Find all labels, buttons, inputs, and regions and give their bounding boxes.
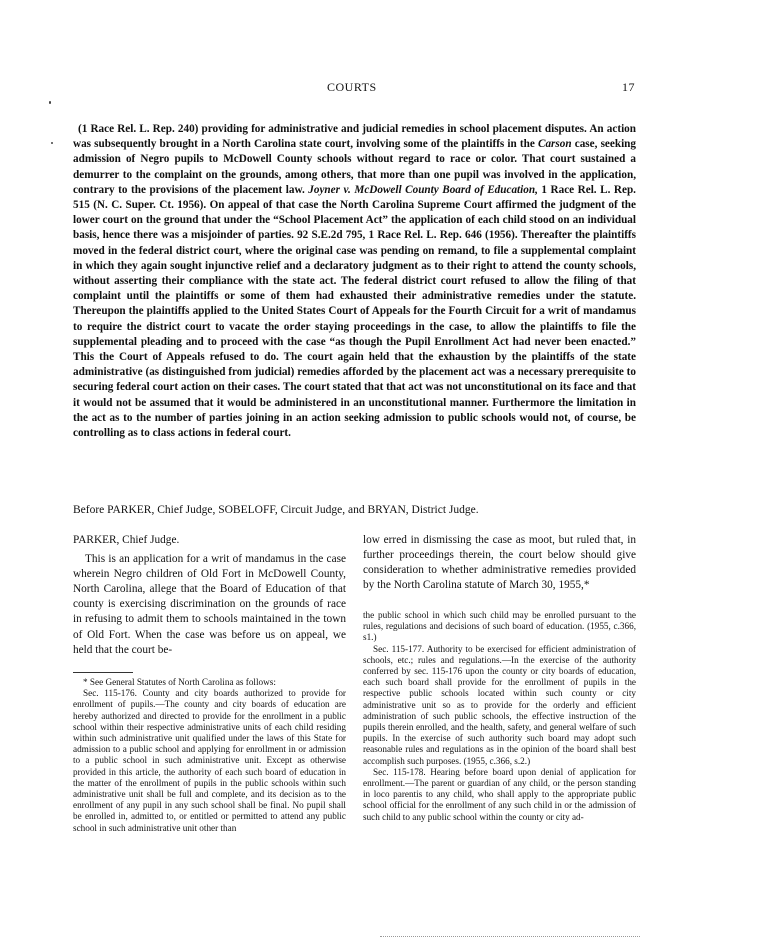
headnote xyxy=(73,122,636,441)
opinion-right-column xyxy=(363,533,636,593)
opinion-paragraph-continued: low erred in dismissing the case as moot, but ruled that, in further proceedings therein, the court below should give consideration to whether administrative remedies provided by the North Carolina statute of March 30, 1955,* xyxy=(363,534,636,592)
footnote-intro: * See General Statutes of North Carolina as follows: xyxy=(83,677,276,687)
before-line: Before PARKER, Chief Judge, SOBELOFF, Circuit Judge, and BRYAN, District Judge. xyxy=(73,504,479,516)
headnote-text: 1 Race Rel. L. Rep. 515 (N. C. Super. Ct. 1956). On appeal of that case the North Carolina Supreme Court affirmed the judgment of the lower court on the ground that under the “School Placement Act” the application of each child stood on an individual basis, hence there was a misjoinder of parties. 92 S.E.2d 795, 1 Race Rel. L. Rep. 646 (1956). Thereafter the plaintiffs moved in the federal district court, where the original case was pending on remand, to file a supplemental complaint in which they again sought injunctive relief and a declaratory judgment as to their right to attend the county schools, without asserting their compliance with the state act. The federal district court refused to allow the filing of that complaint until the plaintiffs or some of them had exhausted their administrative remedies under the statute. Thereupon the plaintiffs applied to the United States Court of Appeals for the Fourth Circuit for a writ of mandamus to require the district court to vacate the order staying proceedings in the case, to allow the plaintiffs to file the supplemental pleading and to proceed with the case “as though the Pupil Enrollment Act had never been enacted.” This the Court of Appeals refused to do. The court again held that the exhaustion by the plaintiffs of the state administrative (as distinguished from judicial) remedies afforded by the placement act was a necessary prerequisite to securing federal court action on their cases. The court stated that that act was not unconstitutional on its face and that it would not be assumed that it would be administered in an unconstitutional manner. Furthermore the limitation in the act as to the number of parties joining in an action seeking admission to public schools would not, of course, be controlling as to class actions in federal court. xyxy=(73,183,636,440)
footnote-section: Sec. 115-177. Authority to be exercised for efficient administration of schools, etc.; rules and regulations.—In the exercise of the authority conferred by sec. 115-176 upon the county or city boards of education, each such board shall provide for the enrollment of pupils in the respective public schools located within such county or city administrative unit so as to provide for the orderly and efficient administration of such public schools, the effective instruction of the pupils therein enrolled, and the health, safety, and general welfare of such pupils. In the exercise of such authority such board may adopt such reasonable rules and regulations as in the opinion of the board shall best accomplish such purposes. (1955, c.366, s.2.) xyxy=(363,643,636,766)
footnote-rule xyxy=(73,672,133,673)
footnote-continued: the public school in which such child may be enrolled pursuant to the rules, regulations and decisions of such board of education. (1955, c.366, s1.) xyxy=(363,610,636,643)
footnote-right xyxy=(363,610,636,823)
page-bottom-mark xyxy=(380,936,640,937)
footnote-left xyxy=(73,677,346,834)
headnote-text: case, seeking admission of Negro pupils to McDowell County schools without regard to race or color. That court sustained a demurrer to the complaint on the grounds, among others, that more than one pupil was involved in the application, contrary to the provisions of the placement law. xyxy=(73,138,636,196)
opinion-paragraph: This is an application for a writ of mandamus in the case wherein Negro children of Old Fort in McDowell County, North Carolina, allege that the Board of Education of that county is exercising discrimination on the grounds of race in refusing to admit them to schools maintained in the town of Old Fort. When the case was before us on appeal, we held that the court be- xyxy=(73,553,346,656)
footnote-section: Sec. 115-176. County and city boards authorized to provide for enrollment of pupils.—The county and city boards of education are hereby authorized and directed to provide for the enrollment in a public school within their respective administrative units of each child residing within such administrative unit qualified under the laws of this State for admission to a public school and applying for enrollment in or admission to a public school in such administrative unit. Except as otherwise provided in this article, the authority of each such board of education in the matter of the enrollment of pupils in the public schools within such administrative unit shall be full and complete, and its decision as to the enrollment of any pupil in any such school shall be final. No pupil shall be enrolled in, admitted to, or entitled or permitted to attend any public school in such administrative unit other than xyxy=(73,688,346,833)
footnote-section: Sec. 115-178. Hearing before board upon denial of application for enrollment.—The parent or guardian of any child, or the person standing in loco parentis to any child, who shall apply to the appropriate public school official for the enrollment of any such child in or the admission of such child to any public school within the county or city ad- xyxy=(363,766,636,822)
headnote-text: (1 Race Rel. L. Rep. 240) providing for administrative and judicial remedies in school placement disputes. An action was subsequently brought in a North Carolina state court, involving some of the plaintiffs in the xyxy=(73,123,636,151)
headnote-case-name: Carson xyxy=(537,138,572,151)
running-head-title: COURTS xyxy=(327,80,377,94)
scan-speck xyxy=(49,101,51,104)
opinion-judge: PARKER, Chief Judge. xyxy=(73,534,180,546)
scan-speck xyxy=(51,142,53,144)
page-number: 17 xyxy=(622,80,635,94)
headnote-case-citation: Joyner v. McDowell County Board of Education, xyxy=(308,183,538,196)
opinion-left-column xyxy=(73,533,346,658)
